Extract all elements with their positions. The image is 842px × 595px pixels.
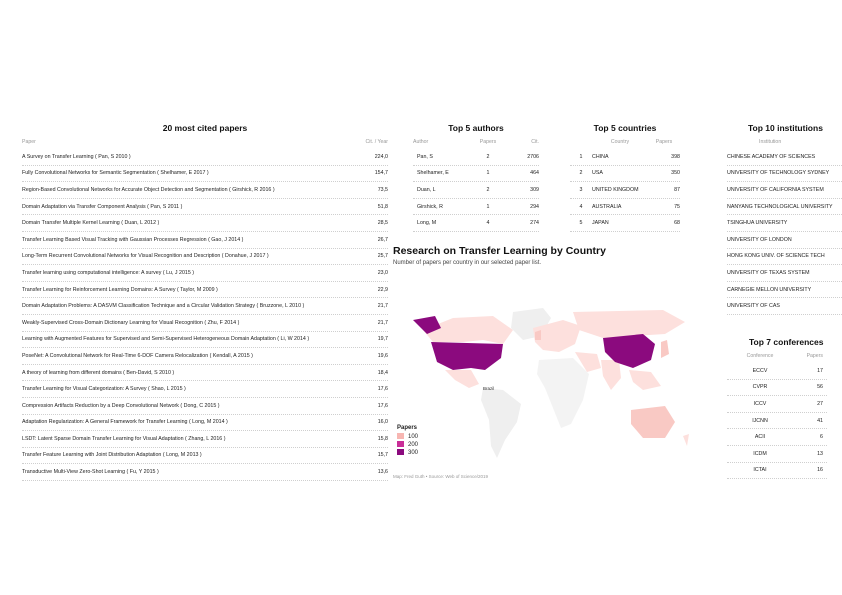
paper-title: Long-Term Recurrent Convolutional Networks for Visual Recognition and Description ( Donahue, J 2017 ) — [22, 253, 269, 260]
author-papers: 2 — [486, 186, 490, 193]
paper-row — [22, 182, 388, 199]
paper-title: Fully Convolutional Networks for Semantic Segmentation ( Shelhamer, E 2017 ) — [22, 170, 209, 177]
countries-header — [570, 139, 680, 149]
papers-title: 20 most cited papers — [162, 123, 248, 133]
conference-papers: 17 — [817, 367, 823, 374]
paper-title: Domain Adaptation Problems: A DASVM Classification Technique and a Circular Validation Strategy ( Bruzzone, L 2010 ) — [22, 303, 305, 310]
paper-title: PoseNet: A Convolutional Network for Real-Time 6-DOF Camera Relocalization ( Kendall, A 2015 ) — [22, 352, 253, 359]
author-row — [413, 182, 539, 199]
paper-row — [22, 365, 388, 382]
institution-row — [727, 215, 842, 232]
institutions-header — [727, 139, 842, 149]
institutions-section — [727, 123, 842, 315]
paper-title: LSDT: Latent Sparse Domain Transfer Learning for Visual Adaptation ( Zhang, L 2016 ) — [22, 435, 226, 442]
author-cit: 464 — [530, 170, 539, 177]
conference-row — [727, 429, 827, 446]
country-row — [570, 215, 680, 232]
paper-title: Domain Adaptation via Transfer Component Analysis ( Pan, S 2011 ) — [22, 203, 183, 210]
conference-name: IJCNN — [752, 417, 768, 424]
paper-row — [22, 315, 388, 332]
country-papers: 350 — [671, 170, 680, 177]
conference-papers: 16 — [817, 467, 823, 474]
conference-row — [727, 396, 827, 413]
conference-papers: 41 — [817, 417, 823, 424]
paper-row — [22, 282, 388, 299]
map-japan — [661, 340, 669, 358]
paper-title: A Survey on Transfer Learning ( Pan, S 2010 ) — [22, 153, 131, 160]
paper-row — [22, 249, 388, 266]
country-name: CHINA — [592, 153, 609, 160]
institution-name: HONG KONG UNIV. OF SCIENCE TECH — [727, 253, 825, 260]
paper-title: Transfer learning using computational intelligence: A survey ( Lu, J 2015 ) — [22, 269, 195, 276]
author-cit: 309 — [530, 186, 539, 193]
paper-row — [22, 431, 388, 448]
paper-title: Region-Based Convolutional Networks for Accurate Object Detection and Segmentation ( Girshick, R 2016 ) — [22, 186, 275, 193]
paper-title: A theory of learning from different domains ( Ben-David, S 2010 ) — [22, 369, 175, 376]
paper-cit: 224,0 — [374, 153, 388, 160]
conference-papers: 6 — [820, 434, 823, 441]
paper-cit: 28,5 — [377, 220, 388, 227]
paper-title: Transfer Learning for Visual Categorization: A Survey ( Shao, L 2015 ) — [22, 386, 186, 393]
paper-row — [22, 166, 388, 183]
conference-row — [727, 380, 827, 397]
paper-title: Transfer Learning Based Visual Tracking with Gaussian Processes Regression ( Gao, J 2014 ) — [22, 236, 244, 243]
institution-row — [727, 265, 842, 282]
legend-swatch — [397, 441, 404, 447]
author-papers: 4 — [486, 220, 490, 227]
paper-row — [22, 332, 388, 349]
conference-papers: 56 — [817, 384, 823, 391]
paper-cit: 15,8 — [377, 435, 388, 442]
institution-name: CHINESE ACADEMY OF SCIENCES — [727, 153, 816, 160]
legend-label: 200 — [408, 442, 419, 448]
institution-name: NANYANG TECHNOLOGICAL UNIVERSITY — [727, 203, 833, 210]
paper-row — [22, 348, 388, 365]
author-name: Duan, L — [417, 186, 436, 193]
institution-name: UNIVERSITY OF CALIFORNIA SYSTEM — [727, 186, 824, 193]
conference-papers: 27 — [817, 400, 823, 407]
institution-name: TSINGHUA UNIVERSITY — [727, 220, 788, 227]
author-row — [413, 199, 539, 216]
papers-section — [22, 123, 388, 481]
map-legend — [397, 425, 418, 457]
author-row — [413, 149, 539, 166]
authors-title: Top 5 authors — [448, 123, 504, 133]
legend-label: 100 — [408, 434, 419, 440]
map-source: Map: Fred Guth • Source: Web of Science/2019 — [393, 474, 489, 479]
paper-title: Adaptation Regularization: A General Framework for Transfer Learning ( Long, M 2014 ) — [22, 419, 228, 426]
paper-cit: 23,0 — [377, 269, 388, 276]
author-row — [413, 215, 539, 232]
country-name: USA — [592, 170, 603, 177]
map-subtitle: Number of papers per country in our selected paper list. — [393, 260, 542, 266]
author-papers: 1 — [486, 203, 490, 210]
paper-cit: 17,6 — [377, 386, 388, 393]
conferences-col-papers: Papers — [806, 353, 823, 359]
legend-item — [397, 433, 418, 441]
institution-name: CARNEGIE MELLON UNIVERSITY — [727, 286, 812, 293]
map-usa — [431, 342, 503, 370]
conference-row — [727, 413, 827, 430]
institution-name: UNIVERSITY OF TECHNOLOGY SYDNEY — [727, 170, 830, 177]
author-name: Long, M — [417, 220, 437, 227]
authors-col-author: Author — [413, 139, 429, 145]
institution-row — [727, 149, 842, 166]
author-name: Shelhamer, E — [417, 170, 449, 177]
country-rank: 3 — [579, 186, 583, 193]
conferences-table — [727, 363, 827, 479]
conference-name: ICDM — [753, 450, 767, 457]
conference-row — [727, 463, 827, 480]
legend-item — [397, 441, 418, 449]
paper-cit: 17,6 — [377, 402, 388, 409]
paper-cit: 13,6 — [377, 469, 388, 476]
conference-name: ICTAI — [753, 467, 767, 474]
country-papers: 68 — [674, 220, 680, 227]
institution-row — [727, 166, 842, 183]
country-name: UNITED KINGDOM — [592, 186, 639, 193]
countries-col-country: Country — [610, 139, 630, 145]
map-australia — [631, 406, 675, 438]
map-nz — [683, 434, 689, 446]
author-cit: 274 — [530, 220, 539, 227]
map-section — [393, 245, 713, 485]
map-india — [601, 360, 621, 390]
paper-title: Domain Transfer Multiple Kernel Learning ( Duan, L 2012 ) — [22, 220, 160, 227]
paper-title: Transfer Feature Learning with Joint Distribution Adaptation ( Long, M 2013 ) — [22, 452, 202, 459]
author-papers: 2 — [486, 153, 490, 160]
paper-row — [22, 215, 388, 232]
conference-papers: 13 — [817, 450, 823, 457]
papers-col-cit: Cit. / Year — [365, 139, 388, 145]
country-rank: 2 — [579, 170, 583, 177]
countries-col-papers: Papers — [655, 139, 673, 145]
papers-header — [22, 139, 388, 149]
paper-title: Weakly-Supervised Cross-Domain Dictionary Learning for Visual Recognition ( Zhu, F 2014 ) — [22, 319, 240, 326]
paper-cit: 19,7 — [377, 336, 388, 343]
authors-header — [413, 139, 539, 149]
legend-swatch — [397, 449, 404, 455]
author-papers: 1 — [486, 170, 490, 177]
country-papers: 398 — [671, 153, 680, 160]
authors-section — [413, 123, 539, 232]
country-row — [570, 199, 680, 216]
conference-name: ECCV — [752, 367, 768, 374]
institution-name: UNIVERSITY OF LONDON — [727, 236, 792, 243]
map-label-brazil: Brazil — [483, 386, 495, 391]
institution-row — [727, 298, 842, 315]
author-name: Girshick, R — [417, 203, 443, 210]
map-russia — [573, 310, 685, 338]
country-papers: 87 — [674, 186, 680, 193]
country-row — [570, 149, 680, 166]
institution-name: UNIVERSITY OF TEXAS SYSTEM — [727, 269, 810, 276]
country-row — [570, 166, 680, 183]
map-title: Research on Transfer Learning by Country — [393, 245, 606, 257]
map-mexico — [445, 370, 479, 388]
institutions-title: Top 10 institutions — [748, 123, 823, 133]
paper-title: Transductive Multi-View Zero-Shot Learning ( Fu, Y 2015 ) — [22, 469, 159, 476]
institutions-table — [727, 149, 842, 315]
paper-cit: 51,8 — [377, 203, 388, 210]
country-rank: 5 — [579, 220, 583, 227]
paper-cit: 16,0 — [377, 419, 388, 426]
map-legend-title: Papers — [397, 425, 418, 431]
map-south-america — [481, 388, 521, 458]
map-africa — [537, 358, 589, 428]
institution-row — [727, 249, 842, 266]
world-map — [393, 300, 693, 470]
countries-table — [570, 149, 680, 232]
institution-row — [727, 282, 842, 299]
institution-name: UNIVERSITY OF CAS — [727, 303, 780, 310]
paper-cit: 25,7 — [377, 253, 388, 260]
author-cit: 2706 — [527, 153, 539, 160]
map-se-asia — [629, 370, 661, 390]
conferences-header — [727, 353, 827, 363]
paper-title: Transfer Learning for Reinforcement Learning Domains: A Survey ( Taylor, M 2009 ) — [22, 286, 218, 293]
paper-cit: 18,4 — [377, 369, 388, 376]
paper-title: Compression Artifacts Reduction by a Deep Convolutional Network ( Dong, C 2015 ) — [22, 402, 220, 409]
countries-title: Top 5 countries — [593, 123, 657, 133]
conference-row — [727, 363, 827, 380]
paper-cit: 154,7 — [374, 170, 388, 177]
countries-section — [570, 123, 680, 232]
paper-row — [22, 398, 388, 415]
conferences-section — [727, 337, 827, 479]
country-rank: 1 — [579, 153, 583, 160]
paper-cit: 15,7 — [377, 452, 388, 459]
conferences-title: Top 7 conferences — [749, 337, 824, 347]
country-row — [570, 182, 680, 199]
institution-row — [727, 182, 842, 199]
paper-row — [22, 464, 388, 481]
legend-swatch — [397, 433, 404, 439]
conference-name: ICCV — [753, 400, 767, 407]
country-papers: 75 — [674, 203, 680, 210]
paper-row — [22, 149, 388, 166]
papers-col-paper: Paper — [22, 139, 36, 145]
paper-row — [22, 265, 388, 282]
paper-row — [22, 199, 388, 216]
paper-cit: 21,7 — [377, 303, 388, 310]
authors-col-papers: Papers — [479, 139, 497, 145]
paper-row — [22, 415, 388, 432]
paper-row — [22, 381, 388, 398]
paper-row — [22, 232, 388, 249]
country-rank: 4 — [579, 203, 583, 210]
institutions-col-inst: Institution — [759, 139, 782, 145]
institution-row — [727, 199, 842, 216]
paper-cit: 22,9 — [377, 286, 388, 293]
countries-col-rank — [570, 139, 592, 149]
country-name: JAPAN — [592, 220, 609, 227]
country-name: AUSTRALIA — [592, 203, 622, 210]
conference-row — [727, 446, 827, 463]
legend-label: 300 — [408, 450, 419, 456]
author-cit: 294 — [530, 203, 539, 210]
paper-cit: 73,5 — [377, 186, 388, 193]
institution-row — [727, 232, 842, 249]
conference-name: CVPR — [752, 384, 768, 391]
authors-table — [413, 149, 539, 232]
paper-cit: 21,7 — [377, 319, 388, 326]
paper-row — [22, 298, 388, 315]
author-name: Pan, S — [417, 153, 433, 160]
conferences-col-conf: Conference — [746, 353, 774, 359]
conference-name: ACII — [754, 434, 766, 441]
paper-cit: 26,7 — [377, 236, 388, 243]
paper-row — [22, 448, 388, 465]
authors-col-cit: Cit. — [531, 139, 539, 145]
author-row — [413, 166, 539, 183]
paper-title: Learning with Augmented Features for Supervised and Semi-Supervised Heterogeneous Domain Adaptation ( Li, W 2014 ) — [22, 336, 310, 343]
paper-cit: 19,6 — [377, 352, 388, 359]
papers-table — [22, 149, 388, 481]
legend-item — [397, 449, 418, 457]
